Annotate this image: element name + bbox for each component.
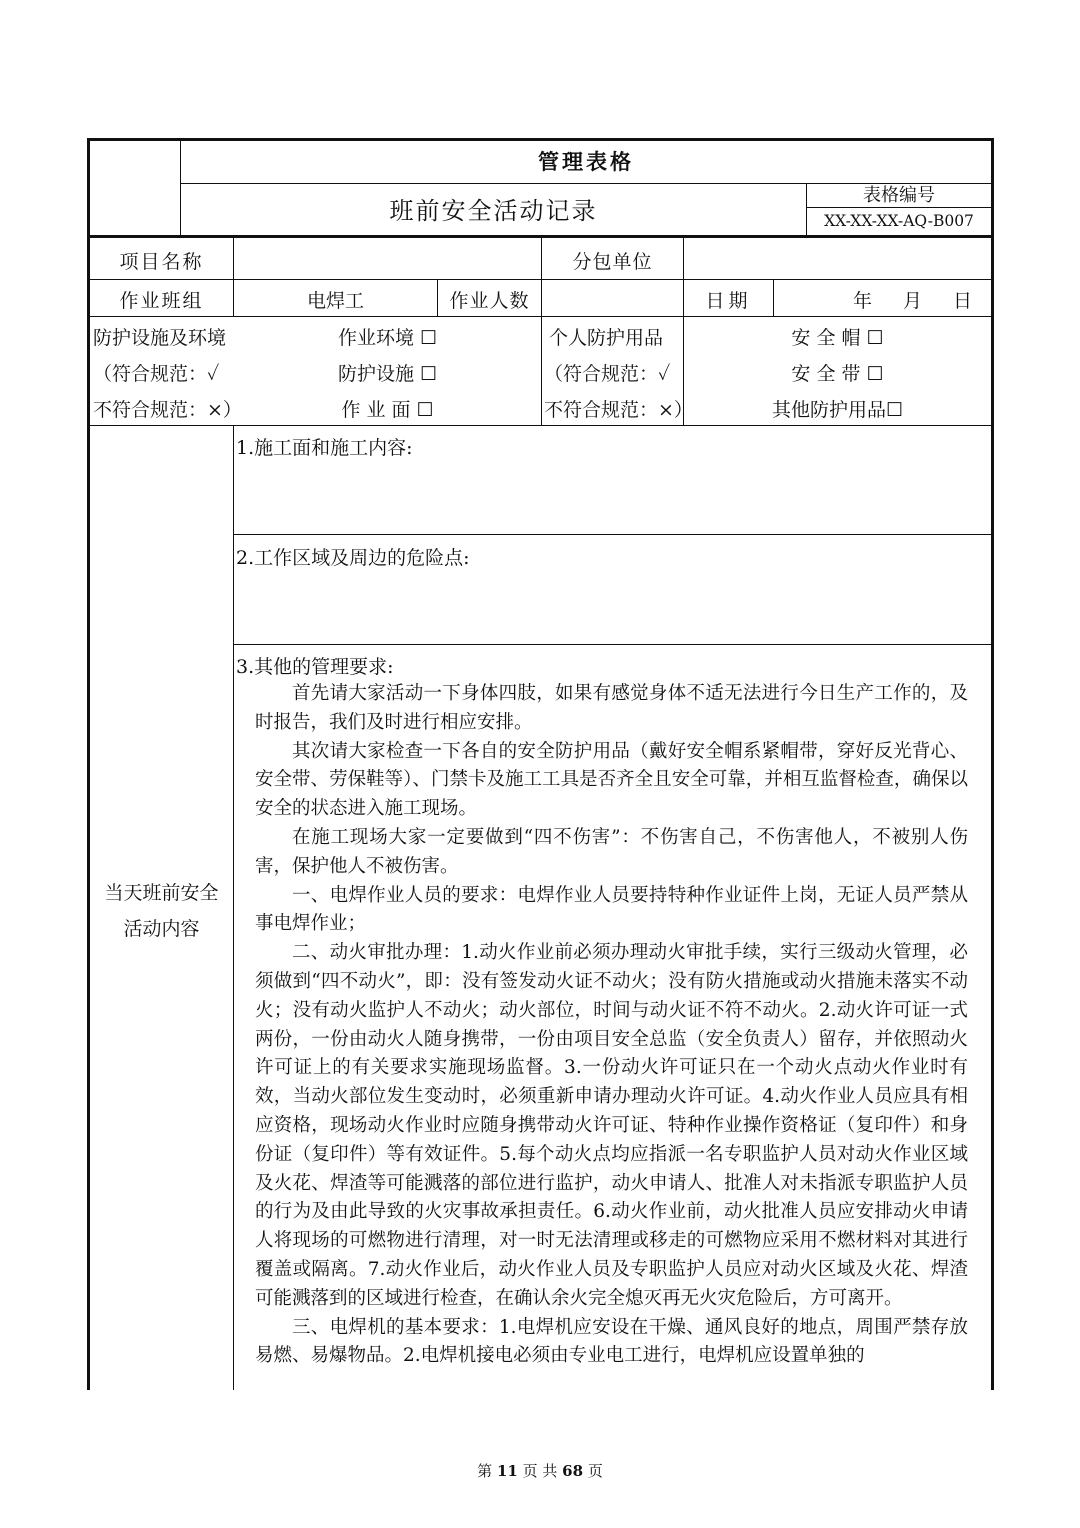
date-year[interactable]: 年: [853, 290, 873, 312]
paragraph: 在施工现场大家一定要做到“四不伤害”：不伤害自己，不伤害他人，不被别人伤害，保护他人不被伤害。: [255, 826, 968, 877]
activity-label-line2: 活动内容: [123, 918, 200, 940]
section-other-requirements: 3.其他的管理要求:: [236, 656, 394, 678]
paragraph: 三、电焊机的基本要求：1.电焊机应安设在干燥、通风良好的地点，周围严禁存放易燃、易爆物品。2.电焊机接电必须由专业电工进行，电焊机应设置单独的: [255, 1316, 968, 1367]
paragraph: 其次请大家检查一下各自的安全防护用品（戴好安全帽系紧帽带，穿好反光背心、安全带、劳保鞋等）、门禁卡及施工工具是否齐全且安全可靠，并相互监督检查，确保以安全的状态进入施工现场。: [255, 740, 968, 820]
section-work-content: 1.施工面和施工内容:: [236, 437, 413, 459]
paragraph: 首先请大家活动一下身体四肢，如果有感觉身体不适无法进行今日生产工作的，及时报告，我们及时进行相应安排。: [255, 683, 968, 733]
checkbox-work-environment[interactable]: 作业环境 ☐: [337, 327, 438, 349]
requirements-text: [255, 680, 968, 1388]
env-label-line2: （符合规范：✓: [93, 363, 220, 385]
paragraph: 二、动火审批办理：1.动火作业前必须办理动火审批手续，实行三级动火管理，必须做到“四不动火”，即：没有签发动火证不动火；没有防火措施或动火措施未落实不动火；没有动火监护人不动火；动火部位，时间与动火证不符不动火。2.动火许可证一式两份，一份由动火人随身携带，一份由项目安全总监（安全负责人）留存，并依照动火许可证上的有关要求实施现场监督。3.一份动火许可证只在一个动火点动火作业时有效，当动火部位发生变动时，必须重新申请办理动火许可证。4.动火作业人员应具有相应资格，现场动火作业时应随身携带动火许可证、特种作业操作资格证（复印件）和身份证（复印件）等有效证件。5.每个动火点均应指派一名专职监护人员对动火作业区域及火花、焊渣等可能溅落的部位进行监护，动火申请人、批准人对未指派专职监护人员的行为及由此导致的火灾事故承担责任。6.动火作业前，动火批准人员应安排动火申请人将现场的可燃物进行清理，对一时无法清理或移走的可燃物应采用不燃材料对其进行覆盖或隔离。7.动火作业后，动火作业人员及专职监护人员应对动火区域及火花、焊渣可能溅落到的区域进行检查，在确认余火完全熄灭再无火灾危险后，方可离开。: [255, 942, 968, 1309]
footer-suffix: 页: [587, 1462, 603, 1480]
workers-label: 作业人数: [449, 290, 530, 312]
page-total: 68: [562, 1462, 584, 1480]
form-no-label: 表格编号: [863, 185, 935, 206]
footer-mid: 页 共: [522, 1462, 558, 1480]
env-label-line1: 防护设施及环境: [93, 327, 227, 349]
team-value[interactable]: 电焊工: [306, 290, 364, 312]
date-month[interactable]: 月: [903, 290, 923, 312]
record-title: 班前安全活动记录: [389, 197, 598, 225]
checkbox-helmet[interactable]: 安 全 帽 ☐: [791, 327, 884, 349]
project-name-label: 项目名称: [119, 251, 204, 273]
team-label: 作业班组: [119, 290, 204, 312]
page-footer: [0, 1460, 1080, 1481]
date-day[interactable]: 日: [953, 290, 973, 312]
env-label-line3: 不符合规范：×）: [93, 399, 242, 421]
checkbox-work-surface[interactable]: 作 业 面 ☐: [341, 399, 434, 421]
ppe-label-line1: 个人防护用品: [549, 327, 664, 349]
form-no: XX-XX-XX-AQ-B007: [824, 212, 974, 230]
form-title: 管理表格: [538, 150, 634, 174]
footer-prefix: 第: [477, 1462, 493, 1480]
paragraph: 一、电焊作业人员的要求：电焊作业人员要持特种作业证件上岗，无证人员严禁从事电焊作业；: [255, 884, 968, 935]
activity-label-line1: 当天班前安全: [104, 882, 219, 904]
ppe-label-line2: （符合规范：✓: [544, 363, 671, 385]
ppe-label-line3: 不符合规范：×）: [544, 399, 693, 421]
page-number: 11: [496, 1462, 518, 1480]
checkbox-other-ppe[interactable]: 其他防护用品☐: [771, 399, 904, 421]
subcontractor-label: 分包单位: [572, 251, 653, 273]
section-hazards: 2.工作区域及周边的危险点:: [236, 547, 470, 569]
checkbox-protective-facility[interactable]: 防护设施 ☐: [337, 363, 438, 385]
date-label: 日期: [705, 290, 752, 312]
checkbox-safety-belt[interactable]: 安 全 带 ☐: [791, 363, 884, 385]
